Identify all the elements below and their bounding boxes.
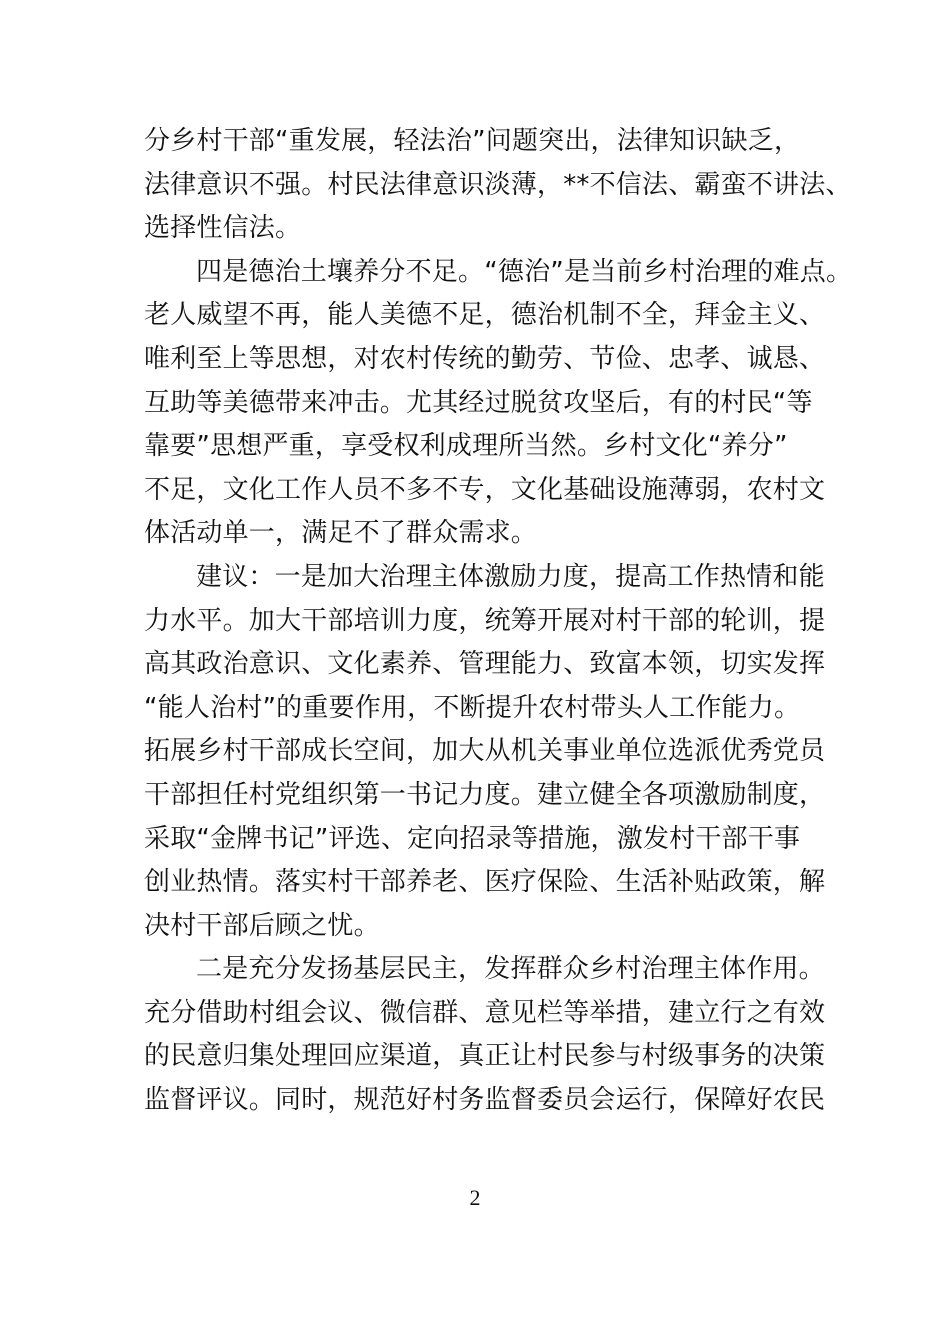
text-line: 选择性信法。: [144, 213, 302, 244]
text-line: 充分借助村组会议、微信群、意见栏等举措，建立行之有效: [144, 997, 826, 1028]
text-line: 不足，文化工作人员不多不专，文化基础设施薄弱，农村文: [144, 474, 826, 505]
text-line: 唯利至上等思想，对农村传统的勤劳、节俭、忠孝、诚恳、: [144, 343, 826, 374]
page-number: 2: [469, 1185, 481, 1210]
text-line: 力水平。加大干部培训力度，统筹开展对村干部的轮训，提: [144, 605, 826, 636]
text-line: 采取“金牌书记”评选、定向招录等措施，激发村干部干事: [144, 823, 801, 854]
paragraph-first-line: 二是充分发扬基层民主，发挥群众乡村治理主体作用。: [196, 954, 825, 985]
text-line: 互助等美德带来冲击。尤其经过脱贫攻坚后，有的村民“等: [144, 387, 813, 418]
body-text: [144, 120, 853, 1123]
text-line: 的民意归集处理回应渠道，真正让村民参与村级事务的决策: [144, 1041, 826, 1072]
text-line: 拓展乡村干部成长空间，加大从机关事业单位选派优秀党员: [144, 736, 826, 767]
text-line: 创业热情。落实村干部养老、医疗保险、生活补贴政策，解: [144, 867, 826, 898]
text-line: “能人治村”的重要作用，不断提升农村带头人工作能力。: [144, 692, 801, 723]
text-line: 老人威望不再，能人美德不足，德治机制不全，拜金主义、: [144, 300, 826, 331]
text-line: 高其政治意识、文化素养、管理能力、致富本领，切实发挥: [144, 649, 826, 680]
text-line: 体活动单一，满足不了群众需求。: [144, 518, 538, 549]
text-line: 分乡村干部“重发展，轻法治”问题突出，法律知识缺乏，: [144, 126, 801, 156]
text-line: 决村干部后顾之忧。: [144, 910, 380, 941]
text-line: 干部担任村党组织第一书记力度。建立健全各项激励制度，: [144, 779, 826, 810]
text-line: 监督评议。同时，规范好村务监督委员会运行，保障好农民: [144, 1085, 826, 1116]
paragraph-first-line: 四是德治土壤养分不足。“德治”是当前乡村治理的难点。: [196, 256, 853, 287]
paragraph-first-line: 建议：一是加大治理主体激励力度，提高工作热情和能: [196, 561, 825, 592]
text-line: 法律意识不强。村民法律意识淡薄，**不信法、霸蛮不讲法、: [144, 169, 852, 200]
text-line: 靠要”思想严重，享受权利成理所当然。乡村文化“养分”: [144, 431, 788, 462]
